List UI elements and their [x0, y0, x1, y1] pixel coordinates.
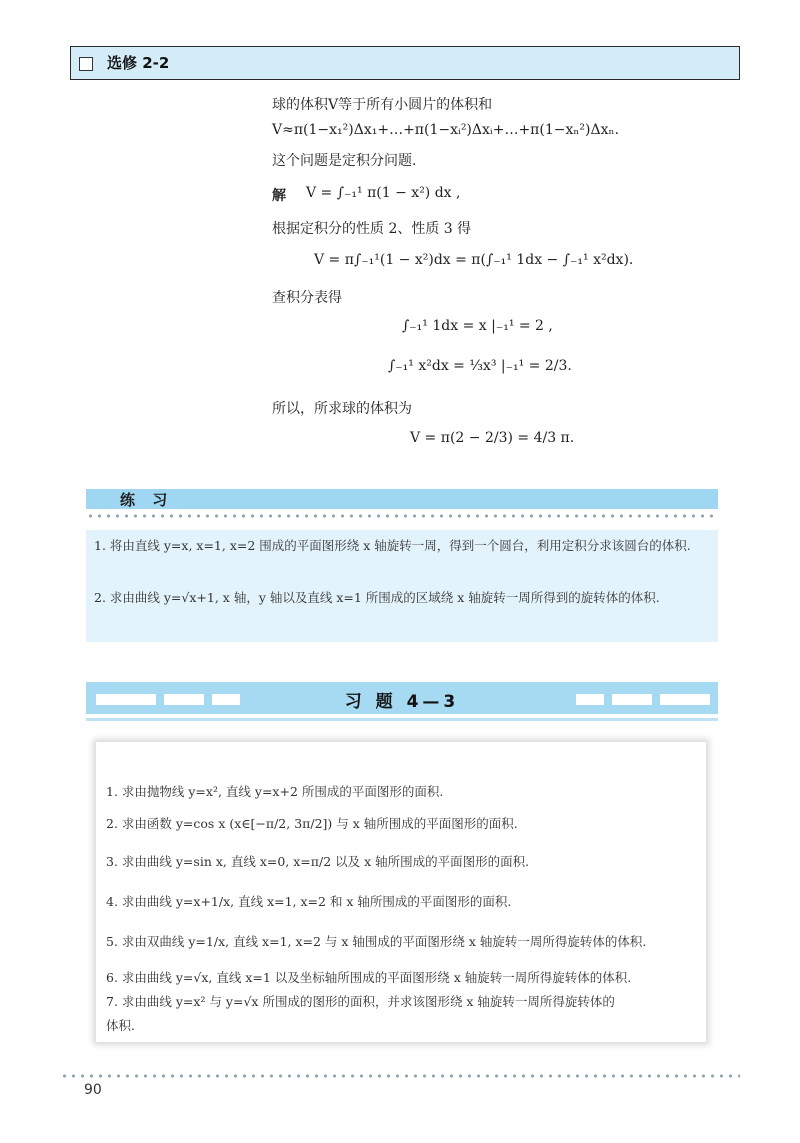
solution-line: V = π∫₋₁¹(1 − x²)dx = π(∫₋₁¹ 1dx − ∫₋₁¹ x²dx). [314, 252, 634, 268]
exercise-item: 3. 求由曲线 y=sin x, 直线 x=0, x=π/2 以及 x 轴所围成的平面图形的面积. [106, 854, 530, 869]
exercise-box [96, 742, 706, 1042]
practice-box [86, 530, 718, 642]
section-header [70, 46, 740, 80]
exercise-item: 1. 求由抛物线 y=x², 直线 y=x+2 所围成的平面图形的面积. [106, 784, 444, 799]
solution-line: 所以，所求球的体积为 [272, 401, 412, 417]
solution-line: 球的体积V等于所有小圆片的体积和 [272, 97, 493, 113]
solution-line: ∫₋₁¹ x²dx = ⅓x³ |₋₁¹ = 2/3. [388, 358, 572, 374]
solution-line: V = ∫₋₁¹ π(1 − x²) dx , [306, 185, 461, 201]
exercise-header [86, 682, 718, 714]
dotted-divider [60, 1074, 740, 1078]
page-number: 90 [84, 1082, 102, 1098]
exercise-title: 习 题 4—3 [344, 692, 460, 712]
exercise-item: 4. 求由曲线 y=x+1/x, 直线 x=1, x=2 和 x 轴所围成的平面图形的面积. [106, 894, 512, 909]
practice-item: 2. 求由曲线 y=√x+1, x 轴，y 轴以及直线 x=1 所围成的区域绕 x 轴旋转一周所得到的旋转体的体积. [94, 590, 660, 605]
solution-line: ∫₋₁¹ 1dx = x |₋₁¹ = 2 , [402, 318, 553, 334]
solution-line: 根据定积分的性质 2、性质 3 得 [272, 221, 472, 237]
solution-line: V≈π(1−x₁²)Δx₁+…+π(1−xᵢ²)Δxᵢ+…+π(1−xₙ²)Δxₙ. [272, 122, 620, 138]
square-icon [79, 57, 93, 71]
exercise-item: 5. 求由双曲线 y=1/x, 直线 x=1, x=2 与 x 轴围成的平面图形绕 x 轴旋转一周所得旋转体的体积. [106, 934, 647, 949]
practice-label: 练 习 [120, 491, 174, 509]
section-title: 选修 2-2 [107, 54, 170, 72]
exercise-item: 6. 求由曲线 y=√x, 直线 x=1 以及坐标轴所围成的平面图形绕 x 轴旋转一周所得旋转体的体积. [106, 970, 632, 985]
solution-line: 查积分表得 [272, 290, 342, 306]
practice-header [86, 489, 718, 509]
dotted-divider [86, 514, 718, 518]
solution-label: 解 [272, 188, 286, 204]
solution-line: V = π(2 − 2/3) = 4/3 π. [410, 430, 575, 446]
exercise-item: 2. 求由函数 y=cos x (x∈[−π/2, 3π/2]) 与 x 轴所围成的平面图形的面积. [106, 816, 518, 831]
divider-line [86, 718, 718, 721]
exercise-item: 7. 求由曲线 y=x² 与 y=√x 所围成的图形的面积，并求该图形绕 x 轴旋转一周所得旋转体的 [106, 994, 615, 1009]
solution-line: 这个问题是定积分问题. [272, 153, 417, 169]
practice-item: 1. 将由直线 y=x, x=1, x=2 围成的平面图形绕 x 轴旋转一周，得到一个圆台，利用定积分求该圆台的体积. [94, 538, 691, 553]
exercise-item: 体积. [106, 1018, 135, 1033]
